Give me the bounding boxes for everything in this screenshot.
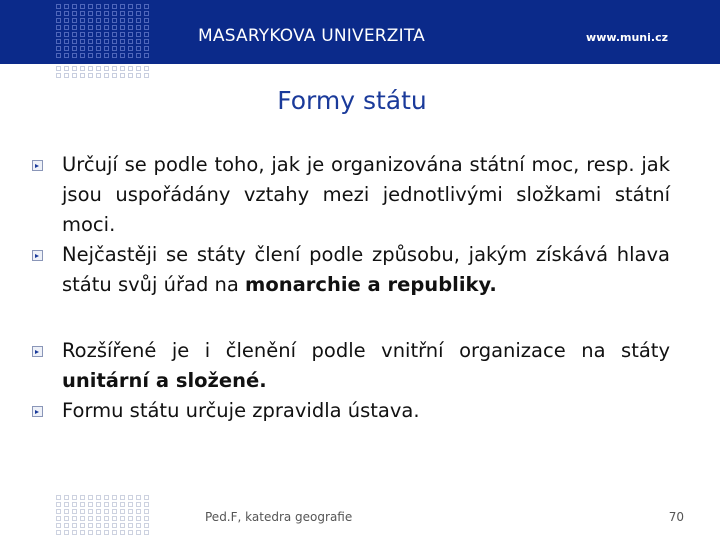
decor-dot (112, 46, 117, 51)
decor-dot (88, 39, 93, 44)
decor-dot (112, 53, 117, 58)
decor-dot (96, 516, 101, 521)
footer-text: Ped.F, katedra geografie (205, 510, 353, 524)
decor-dot (64, 66, 69, 71)
decor-dot (64, 73, 69, 78)
decor-dot (96, 73, 101, 78)
decor-dot (88, 25, 93, 30)
decor-dot (120, 4, 125, 9)
decor-dot (64, 523, 69, 528)
decor-dot (104, 73, 109, 78)
decor-dot (120, 66, 125, 71)
decor-dot (144, 18, 149, 23)
decor-dot (72, 46, 77, 51)
decor-dot (72, 530, 77, 535)
decor-dot (56, 73, 61, 78)
decor-dot (128, 39, 133, 44)
decor-dot (80, 18, 85, 23)
decor-dot (112, 39, 117, 44)
decor-dot (72, 53, 77, 58)
decor-dot (56, 46, 61, 51)
decor-dot (96, 530, 101, 535)
decor-dot (96, 53, 101, 58)
decor-dot (96, 18, 101, 23)
footer-dot-grid (56, 495, 149, 535)
decor-dot (88, 4, 93, 9)
decor-dot (56, 39, 61, 44)
decor-dot (136, 530, 141, 535)
decor-dot (136, 18, 141, 23)
decor-dot (96, 46, 101, 51)
decor-dot (80, 4, 85, 9)
decor-dot (128, 4, 133, 9)
decor-dot (144, 516, 149, 521)
decor-dot (88, 11, 93, 16)
decor-dot (112, 73, 117, 78)
page-number: 70 (668, 510, 684, 524)
decor-dot (136, 523, 141, 528)
decor-dot (128, 530, 133, 535)
bullet-arrow-icon (32, 250, 43, 261)
decor-dot (120, 73, 125, 78)
decor-dot (112, 523, 117, 528)
decor-dot (136, 25, 141, 30)
decor-dot (144, 509, 149, 514)
decor-dot (144, 495, 149, 500)
decor-dot (104, 516, 109, 521)
decor-dot (120, 516, 125, 521)
decor-dot (64, 39, 69, 44)
decor-dot (104, 39, 109, 44)
decor-dot (96, 25, 101, 30)
decor-dot (144, 66, 149, 71)
bullet-text: Rozšířené je i členění podle vnitřní organizace na státy (62, 339, 670, 362)
decor-dot (56, 53, 61, 58)
decor-dot (80, 32, 85, 37)
decor-dot (112, 18, 117, 23)
decor-dot (88, 18, 93, 23)
decor-dot (80, 495, 85, 500)
decor-dot (128, 495, 133, 500)
decor-dot (104, 66, 109, 71)
decor-dot (88, 502, 93, 507)
decor-dot (144, 523, 149, 528)
decor-dot (64, 509, 69, 514)
decor-dot (128, 11, 133, 16)
decor-dot (128, 516, 133, 521)
decor-dot (56, 4, 61, 9)
decor-dot (96, 502, 101, 507)
decor-dot (56, 509, 61, 514)
decor-dot (144, 4, 149, 9)
decor-dot (72, 39, 77, 44)
decor-dot (112, 516, 117, 521)
decor-dot (56, 66, 61, 71)
decor-dot (80, 25, 85, 30)
decor-dot (72, 11, 77, 16)
decor-dot (72, 516, 77, 521)
website-url: www.muni.cz (586, 31, 668, 44)
decor-dot (88, 32, 93, 37)
decor-dot (144, 502, 149, 507)
decor-dot (88, 66, 93, 71)
decor-dot (96, 509, 101, 514)
decor-dot (56, 32, 61, 37)
decor-dot (136, 66, 141, 71)
decor-dot (144, 73, 149, 78)
decor-dot (128, 502, 133, 507)
decor-dot (88, 495, 93, 500)
decor-dot (144, 530, 149, 535)
decor-dot (80, 516, 85, 521)
decor-dot (96, 32, 101, 37)
decor-dot (56, 530, 61, 535)
decor-dot (104, 32, 109, 37)
decor-dot (104, 25, 109, 30)
decor-dot (80, 11, 85, 16)
decor-dot (112, 4, 117, 9)
decor-dot (128, 523, 133, 528)
decor-dot (64, 495, 69, 500)
decor-dot (88, 509, 93, 514)
decor-dot (64, 18, 69, 23)
decor-dot (80, 66, 85, 71)
bullet-item (32, 396, 670, 426)
decor-dot (136, 11, 141, 16)
decor-dot (72, 32, 77, 37)
decor-dot (56, 516, 61, 521)
decor-dot (128, 18, 133, 23)
decor-dot (136, 46, 141, 51)
decor-dot (56, 18, 61, 23)
decor-dot (80, 53, 85, 58)
decor-dot (112, 530, 117, 535)
bullet-item (32, 150, 670, 240)
decor-dot (56, 502, 61, 507)
decor-dot (128, 73, 133, 78)
decor-dot (80, 502, 85, 507)
decor-dot (64, 516, 69, 521)
bullet-bold-text: unitární a složené. (62, 369, 267, 392)
decor-dot (80, 46, 85, 51)
slide-title: Formy státu (277, 86, 427, 115)
decor-dot (120, 523, 125, 528)
decor-dot (136, 53, 141, 58)
decor-dot (104, 53, 109, 58)
decor-dot (136, 495, 141, 500)
decor-dot (120, 502, 125, 507)
decor-dot (64, 25, 69, 30)
decor-dot (104, 502, 109, 507)
bullet-text: Formu státu určuje zpravidla ústava. (62, 399, 420, 422)
decor-dot (128, 32, 133, 37)
decor-dot (128, 53, 133, 58)
university-name: MASARYKOVA UNIVERZITA (198, 26, 425, 46)
decor-dot (112, 502, 117, 507)
decor-dot (64, 530, 69, 535)
decor-dot (88, 73, 93, 78)
decor-dot (112, 66, 117, 71)
decor-dot (112, 25, 117, 30)
decor-dot (136, 509, 141, 514)
bullet-bold-text: monarchie a republiky. (245, 273, 497, 296)
logo-dot-grid (56, 4, 149, 58)
decor-dot (88, 46, 93, 51)
decor-dot (104, 46, 109, 51)
decor-dot (120, 11, 125, 16)
decor-dot (128, 46, 133, 51)
decor-dot (104, 4, 109, 9)
bullet-arrow-icon (32, 346, 43, 357)
bullet-arrow-icon (32, 160, 43, 171)
decor-dot (64, 53, 69, 58)
decor-dot (120, 495, 125, 500)
decor-dot (144, 32, 149, 37)
decor-dot (104, 509, 109, 514)
decor-dot (64, 502, 69, 507)
decor-dot (120, 25, 125, 30)
decor-dot (104, 495, 109, 500)
decor-dot (120, 18, 125, 23)
decor-dot (72, 18, 77, 23)
decor-dot (136, 502, 141, 507)
decor-dot (128, 66, 133, 71)
decor-dot (64, 11, 69, 16)
decor-dot (72, 523, 77, 528)
decor-dot (96, 495, 101, 500)
decor-dot (136, 516, 141, 521)
decor-dot (144, 46, 149, 51)
decor-dot (120, 509, 125, 514)
decor-dot (88, 53, 93, 58)
decor-dot (64, 32, 69, 37)
decor-dot (56, 25, 61, 30)
decor-dot (56, 495, 61, 500)
decor-dot (136, 4, 141, 9)
decor-dot (96, 523, 101, 528)
decor-dot (112, 11, 117, 16)
decor-dot (72, 495, 77, 500)
decor-dot (96, 4, 101, 9)
decor-dot (104, 530, 109, 535)
logo-dot-grid-lower (56, 66, 149, 78)
bullet-text: Určují se podle toho, jak je organizována státní moc, resp. jak jsou uspořádány vztahy mezi jednotlivými složkami státní moci. (62, 153, 670, 236)
decor-dot (104, 523, 109, 528)
decor-dot (72, 509, 77, 514)
decor-dot (120, 39, 125, 44)
decor-dot (112, 32, 117, 37)
decor-dot (144, 11, 149, 16)
decor-dot (56, 523, 61, 528)
decor-dot (88, 530, 93, 535)
decor-dot (144, 25, 149, 30)
decor-dot (120, 53, 125, 58)
decor-dot (72, 66, 77, 71)
decor-dot (88, 523, 93, 528)
bullet-arrow-icon (32, 406, 43, 417)
decor-dot (80, 523, 85, 528)
decor-dot (72, 502, 77, 507)
decor-dot (104, 18, 109, 23)
decor-dot (120, 32, 125, 37)
bullet-item (32, 336, 670, 396)
decor-dot (72, 25, 77, 30)
bullet-text: Nejčastěji se státy člení podle způsobu, jakým získává hlava státu svůj úřad na (62, 243, 670, 296)
decor-dot (144, 53, 149, 58)
decor-dot (80, 73, 85, 78)
decor-dot (96, 66, 101, 71)
slide-content (32, 150, 670, 426)
decor-dot (128, 509, 133, 514)
decor-dot (72, 4, 77, 9)
decor-dot (72, 73, 77, 78)
bullet-item (32, 240, 670, 300)
decor-dot (120, 46, 125, 51)
decor-dot (56, 11, 61, 16)
decor-dot (136, 39, 141, 44)
decor-dot (96, 11, 101, 16)
decor-dot (144, 39, 149, 44)
decor-dot (64, 46, 69, 51)
decor-dot (96, 39, 101, 44)
decor-dot (112, 495, 117, 500)
decor-dot (80, 509, 85, 514)
decor-dot (120, 530, 125, 535)
decor-dot (80, 530, 85, 535)
decor-dot (104, 11, 109, 16)
decor-dot (64, 4, 69, 9)
decor-dot (112, 509, 117, 514)
decor-dot (128, 25, 133, 30)
decor-dot (136, 32, 141, 37)
decor-dot (136, 73, 141, 78)
decor-dot (88, 516, 93, 521)
decor-dot (80, 39, 85, 44)
